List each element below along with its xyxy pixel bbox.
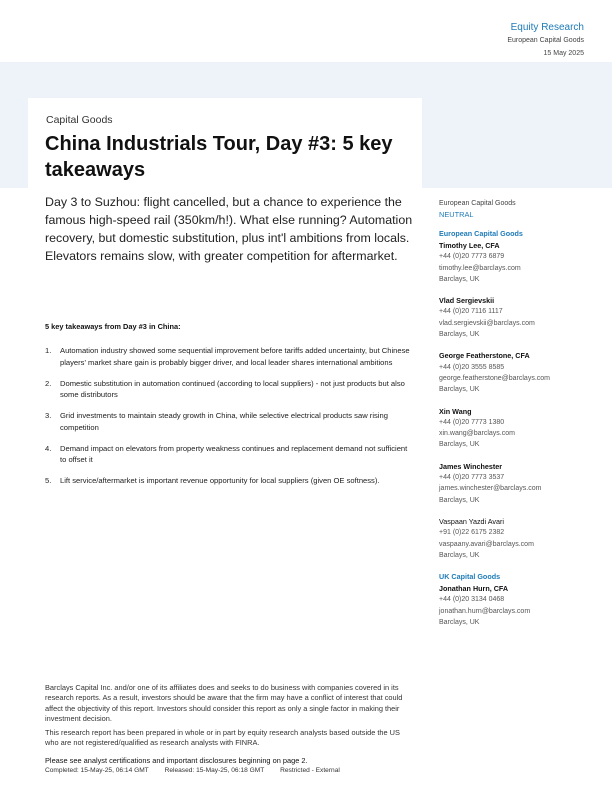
analyst-entity: Barclays, UK bbox=[439, 496, 480, 504]
analyst-name: Jonathan Hurn, CFA bbox=[439, 584, 509, 594]
analyst-email[interactable]: xin.wang@barclays.com bbox=[439, 430, 515, 438]
takeaway-text: Domestic substitution in automation continued (according to local suppliers) - not just products but also some distributors bbox=[60, 378, 405, 399]
analyst-name: Vaspaan Yazdi Avari bbox=[439, 516, 504, 526]
takeaway-text: Demand impact on elevators from property weakness continues and replacement demand not sufficient to offset it bbox=[60, 443, 408, 464]
analyst-name: James Winchester bbox=[439, 461, 503, 471]
analyst-phone: +44 (0)20 3555 8585 bbox=[439, 363, 505, 371]
analyst-card bbox=[439, 350, 599, 395]
status-line bbox=[45, 767, 354, 774]
analyst-entity: Barclays, UK bbox=[439, 619, 480, 627]
analyst-card bbox=[439, 240, 599, 285]
analyst-card bbox=[439, 583, 599, 628]
report-lede: Day 3 to Suzhou: flight cancelled, but a chance to experience the famous high-speed rail (350km/h!). What else running? Automation recovery, but domestic substitution, plus int'l ambitions from locals. Elevators remains slow, with greater competition for aftermarket. bbox=[45, 195, 413, 263]
analyst-group-title: European Capital Goods bbox=[439, 229, 523, 238]
analyst-entity: Barclays, UK bbox=[439, 441, 480, 449]
report-title: China Industrials Tour, Day #3: 5 key takeaways bbox=[45, 133, 393, 181]
analyst-email[interactable]: vaspaany.avari@barclays.com bbox=[439, 540, 534, 548]
analyst-group-title: UK Capital Goods bbox=[439, 572, 501, 582]
analyst-phone: +44 (0)20 7773 3537 bbox=[439, 474, 505, 482]
takeaway-text: Automation industry showed some sequential improvement before tariffs added uncertainty, but Chinese players' market share gain is probably bigger driver, and local leader shares international ambitions bbox=[60, 346, 410, 367]
report-header bbox=[507, 22, 584, 59]
completed-timestamp: Completed: 15-May-25, 06:14 GMT bbox=[45, 767, 149, 774]
report-kicker: Capital Goods bbox=[46, 114, 113, 126]
analyst-card bbox=[439, 406, 599, 451]
analyst-card bbox=[439, 295, 599, 340]
analyst-name: Xin Wang bbox=[439, 406, 472, 416]
sector-rating: NEUTRAL bbox=[439, 210, 474, 219]
takeaway-number: 1. bbox=[45, 346, 52, 355]
analyst-card bbox=[439, 461, 599, 506]
takeaway-number: 2. bbox=[45, 378, 52, 388]
analyst-sidebar bbox=[439, 199, 599, 638]
takeaway-item bbox=[45, 475, 410, 487]
analyst-entity: Barclays, UK bbox=[439, 331, 480, 339]
analyst-name: George Featherstone, CFA bbox=[439, 351, 530, 361]
takeaways-list bbox=[45, 345, 410, 496]
analyst-card bbox=[439, 516, 599, 561]
takeaway-item bbox=[45, 443, 410, 466]
analyst-phone: +91 (0)22 6175 2382 bbox=[439, 529, 505, 537]
header-date: 15 May 2025 bbox=[543, 50, 584, 57]
analyst-phone: +44 (0)20 3134 0468 bbox=[439, 596, 505, 604]
analyst-phone: +44 (0)20 7116 1117 bbox=[439, 308, 503, 316]
header-sector: European Capital Goods bbox=[507, 37, 584, 44]
finra-disclaimer: This research report has been prepared in whole or in part by equity research analysts based outside the US who are not registered/qualified as research analysts with FINRA. bbox=[45, 728, 400, 748]
analyst-phone: +44 (0)20 7773 1380 bbox=[439, 418, 505, 426]
analyst-email[interactable]: george.featherstone@barclays.com bbox=[439, 374, 550, 382]
analyst-entity: Barclays, UK bbox=[439, 551, 480, 559]
research-brand: Equity Research bbox=[510, 22, 584, 33]
released-timestamp: Released: 15-May-25, 06:18 GMT bbox=[164, 767, 265, 774]
analyst-name: Vlad Sergievskii bbox=[439, 296, 495, 306]
analyst-email[interactable]: timothy.lee@barclays.com bbox=[439, 264, 521, 272]
takeaway-text: Lift service/aftermarket is important revenue opportunity for local suppliers (given OE softness). bbox=[60, 476, 380, 485]
takeaway-number: 3. bbox=[45, 411, 52, 420]
takeaway-item bbox=[45, 345, 410, 368]
takeaway-item bbox=[45, 410, 410, 433]
sidebar-sector: European Capital Goods bbox=[439, 200, 516, 207]
takeaway-number: 5. bbox=[45, 476, 52, 485]
analyst-email[interactable]: jonathan.hurn@barclays.com bbox=[439, 607, 531, 615]
analyst-phone: +44 (0)20 7773 6879 bbox=[439, 253, 505, 261]
analyst-name: Timothy Lee, CFA bbox=[439, 241, 500, 250]
takeaways-heading: 5 key takeaways from Day #3 in China: bbox=[45, 322, 181, 331]
certification-note: Please see analyst certifications and important disclosures beginning on page 2. bbox=[45, 756, 308, 765]
analyst-email[interactable]: james.winchester@barclays.com bbox=[439, 485, 542, 493]
analyst-email[interactable]: vlad.sergievskii@barclays.com bbox=[439, 319, 535, 327]
takeaway-item bbox=[45, 378, 410, 401]
takeaway-number: 4. bbox=[45, 443, 52, 453]
disclaimer bbox=[45, 683, 407, 753]
restriction-label: Restricted - External bbox=[280, 767, 340, 774]
analyst-entity: Barclays, UK bbox=[439, 386, 480, 394]
takeaway-text: Grid investments to maintain steady growth in China, while selective electrical products saw rising competition bbox=[60, 411, 388, 432]
analyst-entity: Barclays, UK bbox=[439, 275, 480, 283]
conflict-disclaimer: Barclays Capital Inc. and/or one of its affiliates does and seeks to do business with companies covered in its research reports. As a result, investors should be aware that the firm may have a conflict of interest that could affect the objectivity of this report. Investors should consider this report as only a single factor in making their investment decision. bbox=[45, 683, 403, 723]
